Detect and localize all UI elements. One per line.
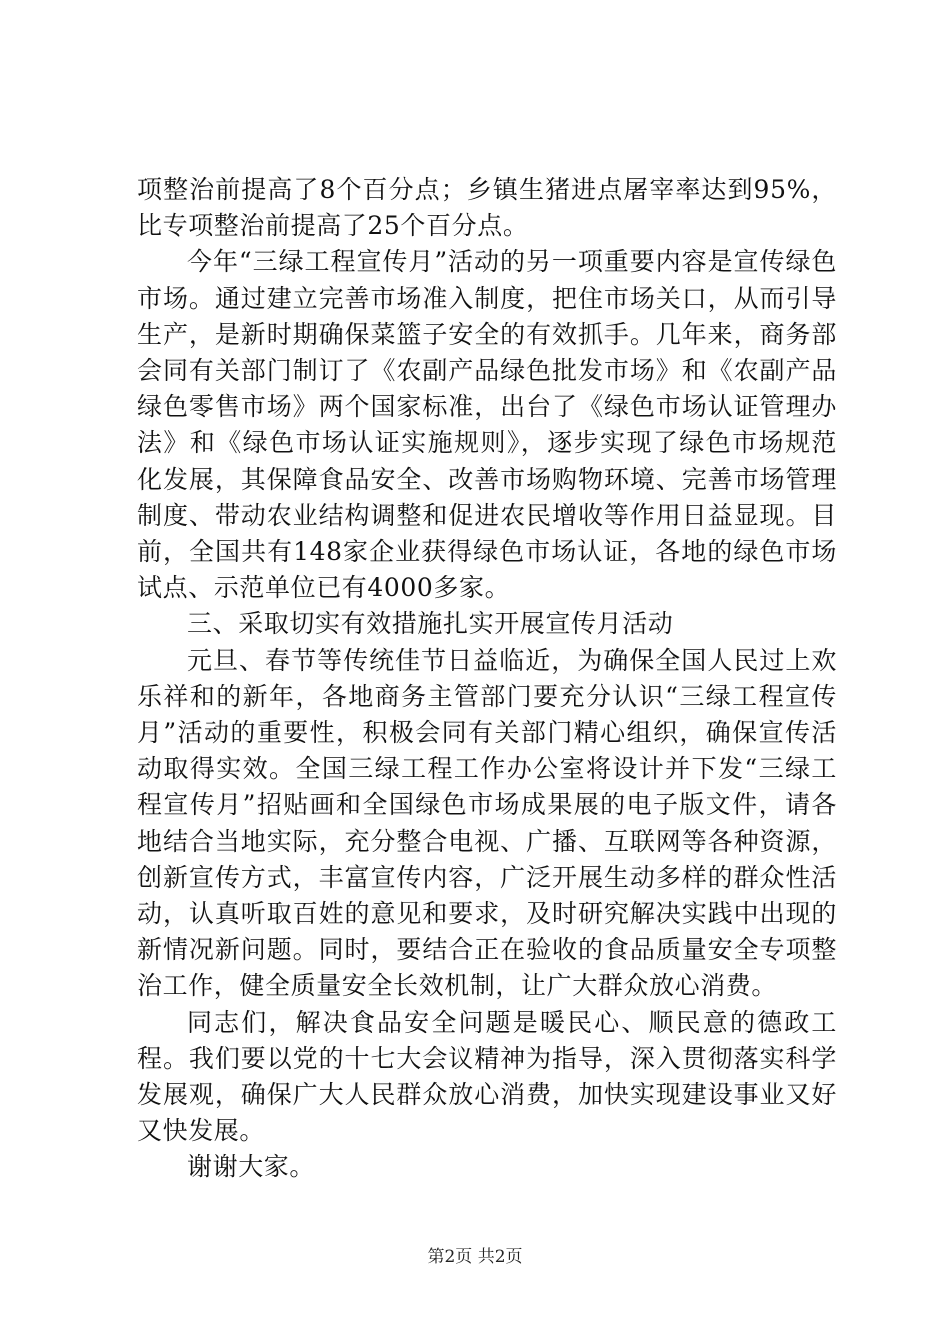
paragraph-conclusion: 同志们，解决食品安全问题是暖民心、顺民意的德政工程。我们要以党的十七大会议精神为指导，深入贯彻落实科学发展观，确保广大人民群众放心消费，加快实现建设事业又好又快发展。 [137,1007,837,1146]
page-number-footer: 第2页 共2页 [427,1247,523,1267]
paragraph-thanks: 谢谢大家。 [187,1152,316,1182]
paragraph-continuation: 项整治前提高了8个百分点；乡镇生猪进点屠宰率达到95%，比专项整治前提高了25个百分点。 [137,175,837,241]
paragraph-green-market: 今年“三绿工程宣传月”活动的另一项重要内容是宣传绿色市场。通过建立完善市场准入制度，把住市场关口，从而引导生产，是新时期确保菜篮子安全的有效抓手。几年来，商务部会同有关部门制订了《农副产品绿色批发市场》和《农副产品绿色零售市场》两个国家标准，出台了《绿色市场认证管理办法》和《绿色市场认证实施规则》，逐步实现了绿色市场规范化发展，其保障食品安全、改善市场购物环境、完善市场管理制度、带动农业结构调整和促进农民增收等作用日益显现。目前，全国共有148家企业获得绿色市场认证，各地的绿色市场试点、示范单位已有4000多家。 [137,247,837,603]
document-body [137,172,837,1186]
paragraph-measures: 元旦、春节等传统佳节日益临近，为确保全国人民过上欢乐祥和的新年，各地商务主管部门要充分认识“三绿工程宣传月”活动的重要性，积极会同有关部门精心组织，确保宣传活动取得实效。全国三绿工程工作办公室将设计并下发“三绿工程宣传月”招贴画和全国绿色市场成果展的电子版文件，请各地结合当地实际，充分整合电视、广播、互联网等各种资源，创新宣传方式，丰富宣传内容，广泛开展生动多样的群众性活动，认真听取百姓的意见和要求，及时研究解决实践中出现的新情况新问题。同时，要结合正在验收的食品质量安全专项整治工作，健全质量安全长效机制，让广大群众放心消费。 [137,645,837,1001]
section-heading-three: 三、采取切实有效措施扎实开展宣传月活动 [187,609,674,639]
